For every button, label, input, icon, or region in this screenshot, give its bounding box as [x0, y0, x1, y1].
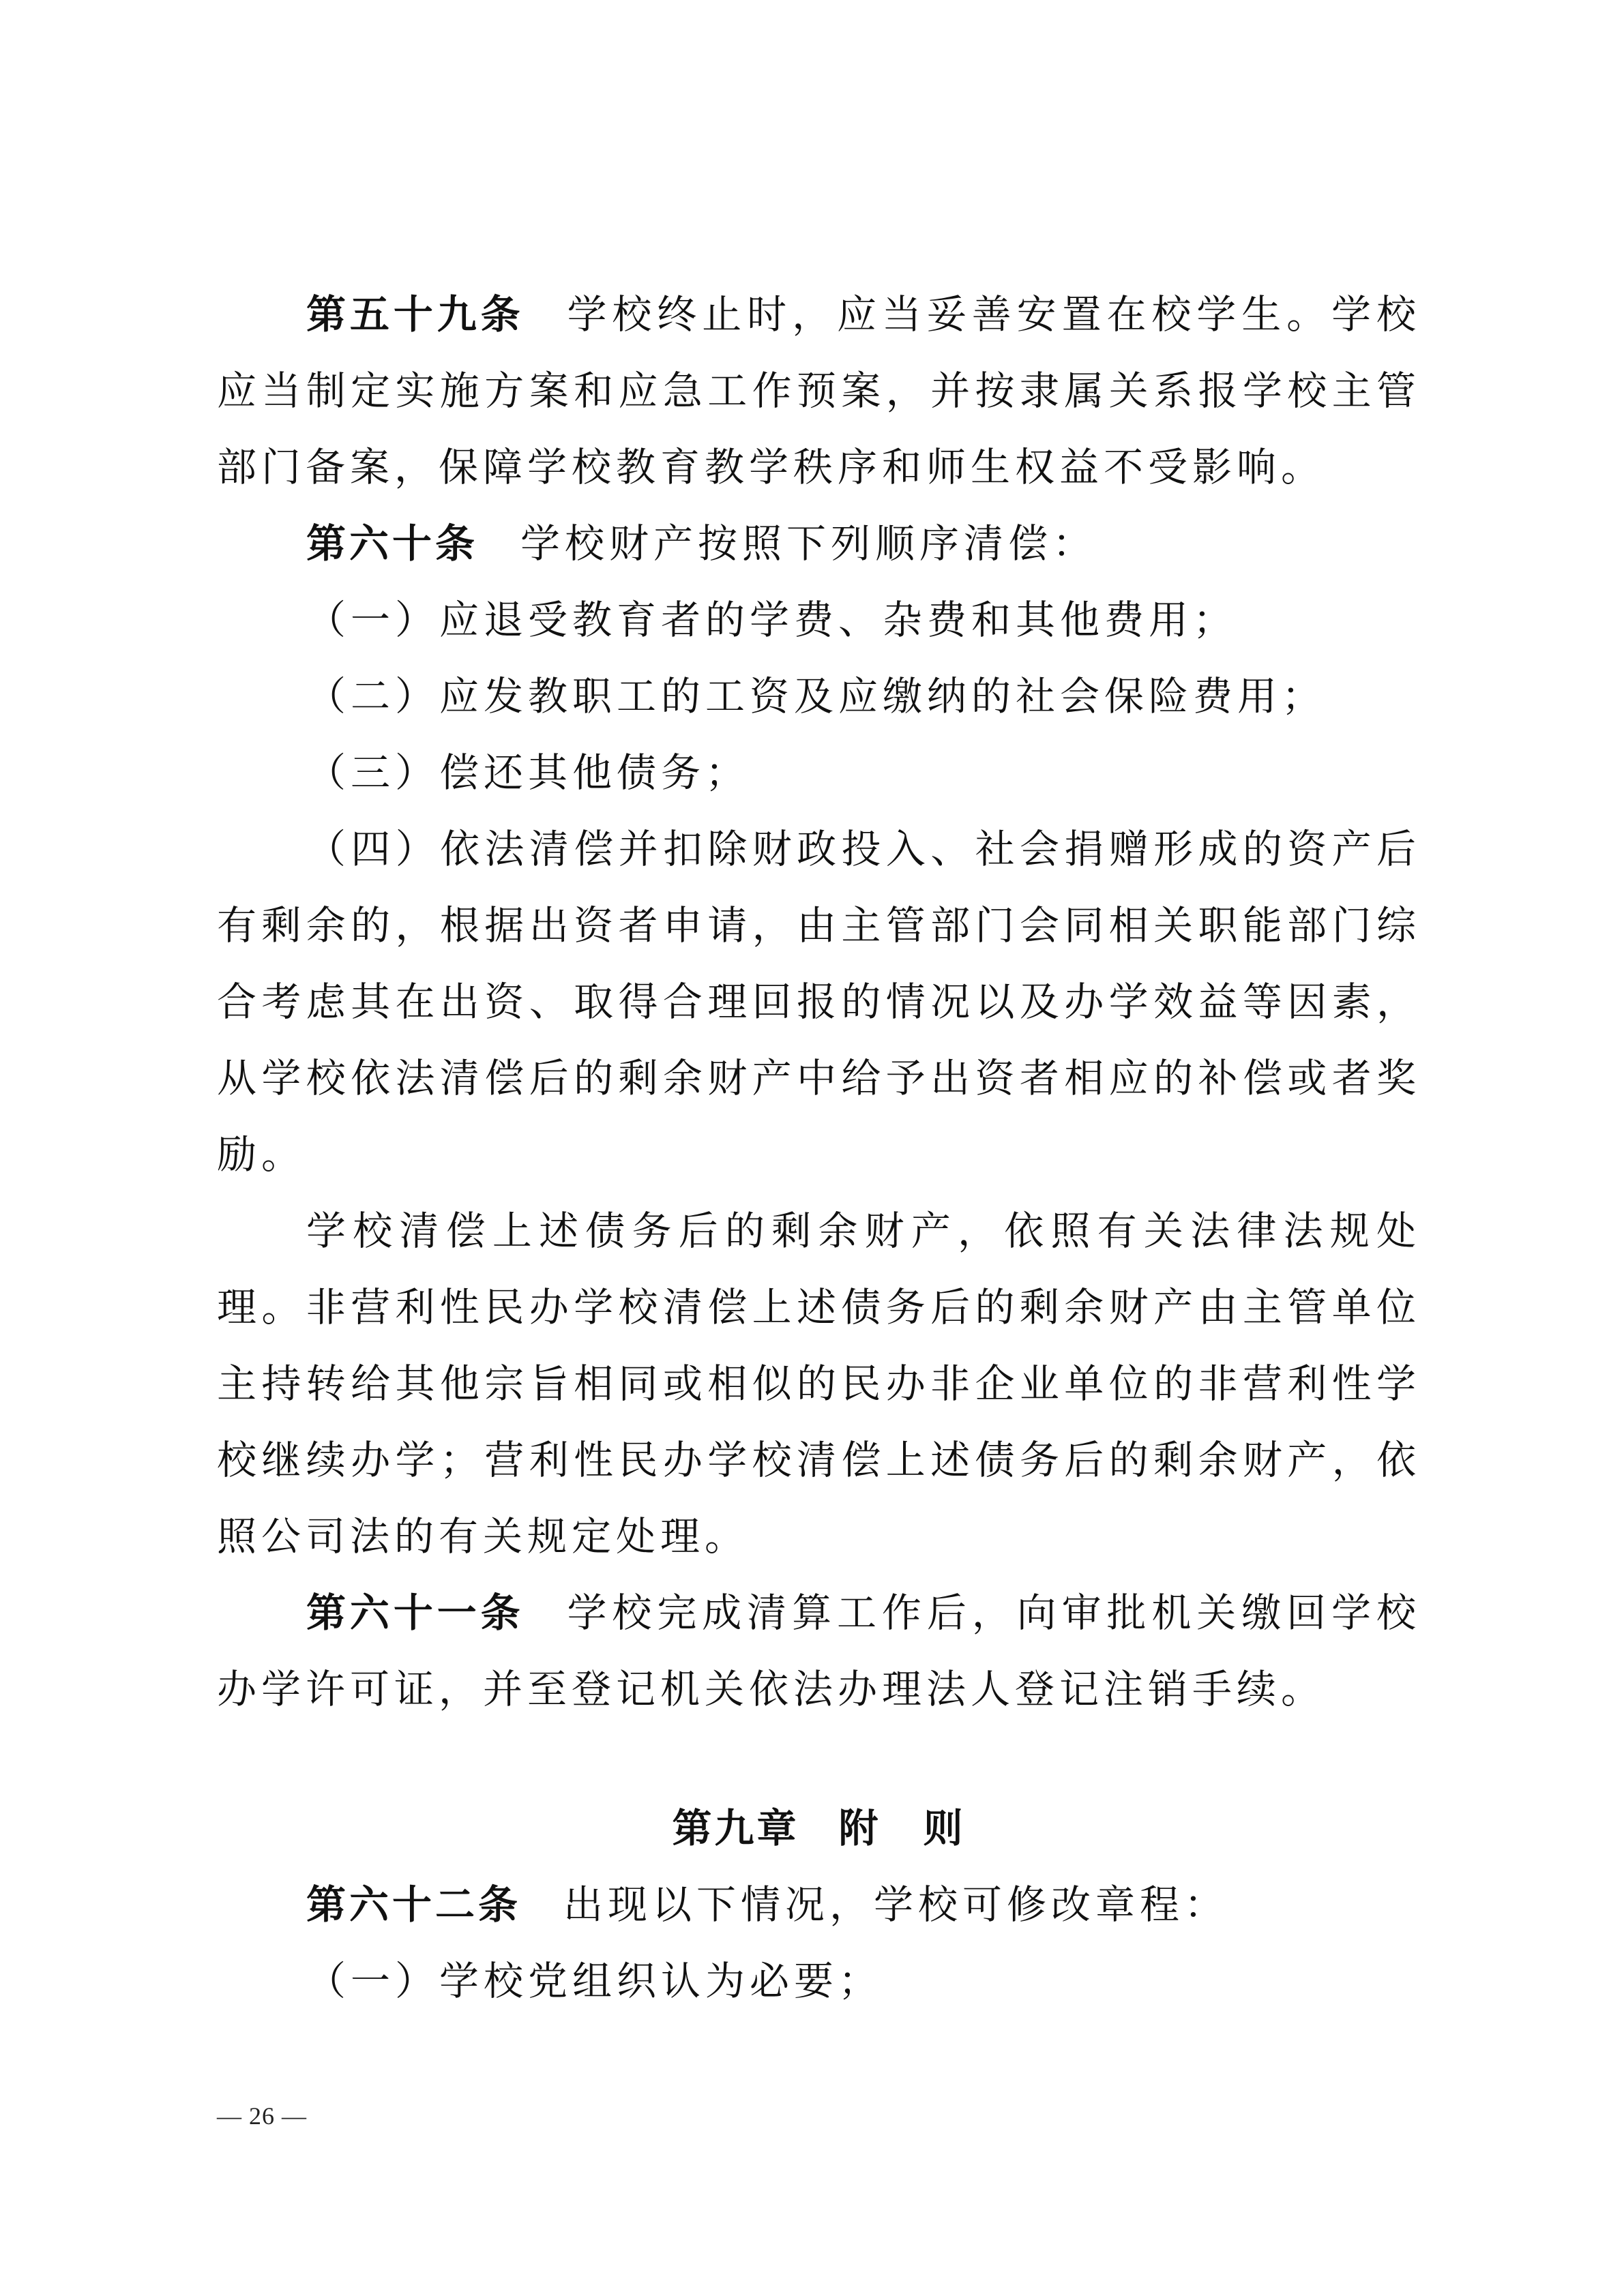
list-item-1: （一）学校党组织认为必要；: [306, 1958, 883, 2004]
article-62-paragraph: [217, 1866, 1421, 1943]
article-59-paragraph: [217, 276, 1421, 505]
article-number: 第六十二条: [306, 1881, 522, 1928]
article-text: 学校财产按照下列顺序清偿：: [520, 520, 1097, 567]
article-text: 学校终止时，应当妥善安置在校学生。学校应当制定实施方案和应急工作预案，并按隶属关系报学校主管部门备案，保障学校教育教学秩序和师生权益不受影响。: [217, 291, 1421, 490]
list-item-4: （四）依法清偿并扣除财政投入、社会捐赠形成的资产后有剩余的，根据出资者申请，由主管部门会同相关职能部门综合考虑其在出资、取得合理回报的情况以及办学效益等因素，从学校依法清偿后的剩余财产中给予出资者相应的补偿或者奖励。: [217, 826, 1421, 1178]
chapter-name: 附 则: [838, 1805, 966, 1851]
chapter-number: 第九章: [672, 1805, 799, 1851]
list-item-3: （三）偿还其他债务；: [306, 749, 750, 796]
list-item-1: （一）应退受教育者的学费、杂费和其他费用；: [306, 597, 1238, 643]
remaining-property-paragraph: 学校清偿上述债务后的剩余财产，依照有关法律法规处理。非营利性民办学校清偿上述债务后的剩余财产由主管单位主持转给其他宗旨相同或相似的民办非企业单位的非营利性学校继续办学；营利性民办学校清偿上述债务后的剩余财产，依照公司法的有关规定处理。: [217, 1208, 1421, 1560]
article-text: 学校完成清算工作后，向审批机关缴回学校办学许可证，并至登记机关依法办理法人登记注销手续。: [217, 1590, 1421, 1712]
page-number: — 26 —: [217, 2102, 307, 2130]
list-item-2: （二）应发教职工的工资及应缴纳的社会保险费用；: [306, 673, 1327, 719]
article-text: 出现以下情况，学校可修改章程：: [563, 1881, 1229, 1928]
article-number: 第五十九条: [306, 291, 525, 338]
chapter-heading: [217, 1790, 1421, 1866]
document-body: [217, 276, 1421, 2019]
article-60-paragraph: [217, 505, 1421, 582]
article-number: 第六十一条: [306, 1590, 525, 1636]
article-61-paragraph: [217, 1575, 1421, 1727]
article-number: 第六十条: [306, 520, 479, 567]
